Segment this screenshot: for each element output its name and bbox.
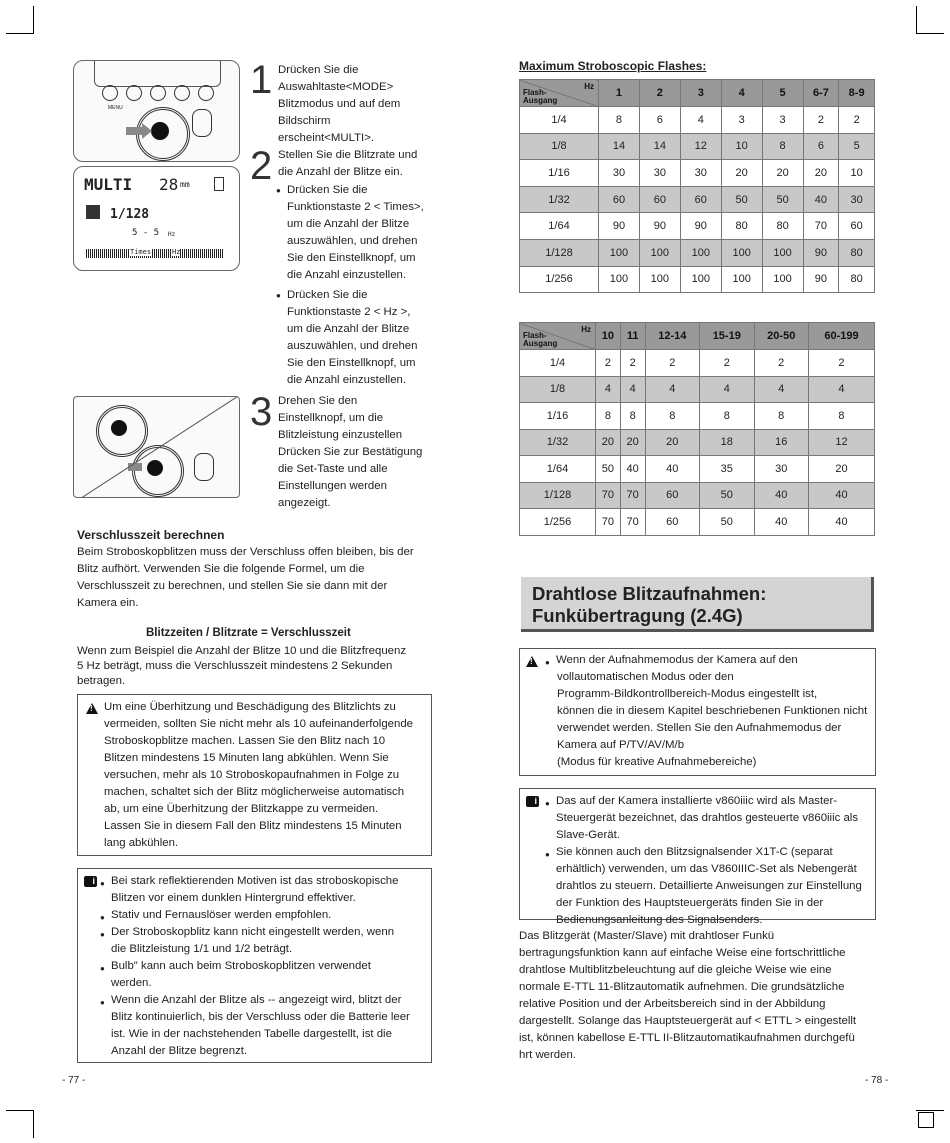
- battery-icon: [214, 177, 224, 191]
- table-cell: 2: [596, 350, 621, 377]
- table-row: [520, 509, 875, 536]
- lcd-softkey-bar: [86, 249, 224, 258]
- table-cell: 100: [639, 266, 680, 293]
- table-cell: 80: [762, 213, 803, 240]
- example-paragraph: Wenn zum Beispiel die Anzahl der Blitze 10 und die Blitzfrequenz 5 Hz beträgt, muss die Verschlusszeit mindestens 2 Sekunden betragen.: [77, 645, 407, 687]
- note-icon: [526, 796, 539, 807]
- table-cell: 60: [599, 186, 640, 213]
- row-label-cell: 1/4: [520, 350, 596, 377]
- table-cell: 40: [645, 456, 699, 483]
- table-cell: 10: [839, 160, 875, 187]
- table-cell: 70: [596, 482, 621, 509]
- note-list: ● Das auf der Kamera installierte v860iiic wird als Master- Steuergerät bezeichnet, das drahtlos gesteuerte v860iiic als Slave-Gerät. ● Sie können auch den Blitzsignalsender X1T-C (separat erhältlich) verwenden, um das V860IIIC-Set als Nebengerät drahtlos zu steuern. Detaillierte Anweisungen zur Einstellung der Funktion des Hauptsteuergeräts finden Sie in der Bedienungsanleitung des Signalsenders.: [556, 793, 874, 929]
- table-cell: 40: [754, 509, 808, 536]
- table-cell: 90: [803, 239, 839, 266]
- table-header-cell: 8-9: [839, 80, 875, 107]
- table-cell: 3: [721, 107, 762, 134]
- table-cell: 50: [700, 482, 754, 509]
- table-cell: 100: [680, 239, 721, 266]
- crop-mark: [6, 33, 34, 34]
- table-cell: 4: [700, 376, 754, 403]
- table-title: Maximum Stroboscopic Flashes:: [519, 59, 707, 73]
- table-cell: 100: [680, 266, 721, 293]
- table-cell: 2: [803, 107, 839, 134]
- lcd-softkey-hz: Hz: [172, 248, 181, 256]
- lcd-display: [73, 166, 240, 271]
- table-cell: 20: [645, 429, 699, 456]
- table-row: [520, 107, 875, 134]
- note-item: ● Wenn die Anzahl der Blitze als -- angezeigt wird, blitzt der: [111, 994, 401, 1006]
- section-title-line-1: Drahtlose Blitzaufnahmen:: [532, 583, 767, 604]
- table-cell: 40: [808, 482, 874, 509]
- table-corner-header: [520, 80, 599, 107]
- table-cell: 8: [596, 403, 621, 430]
- table-cell: 20: [808, 456, 874, 483]
- table-cell: 20: [721, 160, 762, 187]
- warning-text: Um eine Überhitzung und Beschädigung des Blitzlichts zu vermeiden, sollten Sie nicht mehr als 10 aufeinanderfolgende Stroboskopblitze machen. Lassen Sie den Blitz nach 10 Blitzen mindestens 15 Minuten lang abkühlen. Wenn Sie versuchen, mehr als 10 Stroboskopaufnahmen in Folge zu machen, schaltet sich der Blitz möglicherweise automatisch ab, um eine Überhitzung der Blitzkappe zu vermeiden. Lassen Sie in diesem Fall den Blitz mindestens 15 Minuten lang abkühlen.: [104, 701, 414, 849]
- table-corner-header: [520, 323, 596, 350]
- table-cell: 2: [645, 350, 699, 377]
- table-cell: 80: [839, 266, 875, 293]
- lock-switch-icon: [192, 109, 212, 137]
- dial-rotation-illustration: [73, 396, 240, 498]
- lcd-rate-unit: Hz: [168, 231, 176, 238]
- table-cell: 35: [700, 456, 754, 483]
- table-row: [520, 429, 875, 456]
- table-cell: 90: [639, 213, 680, 240]
- table-cell: 20: [762, 160, 803, 187]
- mode-button-icon: [151, 122, 169, 140]
- table-row: [520, 266, 875, 293]
- step-number: 1: [250, 58, 273, 102]
- row-label-cell: 1/64: [520, 213, 599, 240]
- table-cell: 60: [639, 186, 680, 213]
- mode-button-icon: [111, 420, 127, 436]
- page-number: - 77 -: [62, 1075, 86, 1086]
- row-label-cell: 1/32: [520, 429, 596, 456]
- table-cell: 40: [754, 482, 808, 509]
- table-cell: 8: [808, 403, 874, 430]
- lcd-zoom: 28: [159, 175, 179, 194]
- table-cell: 30: [754, 456, 808, 483]
- table-row: [520, 213, 875, 240]
- table-cell: 4: [596, 376, 621, 403]
- table-cell: 3: [762, 107, 803, 134]
- table-cell: 10: [721, 133, 762, 160]
- table-cell: 100: [762, 266, 803, 293]
- table-cell: 90: [599, 213, 640, 240]
- corner-flash-label: Flash- Ausgang: [523, 331, 558, 348]
- table-cell: 60: [839, 213, 875, 240]
- row-label-cell: 1/16: [520, 160, 599, 187]
- table-cell: 2: [754, 350, 808, 377]
- table-cell: 40: [620, 456, 645, 483]
- note-item: ● Stativ und Fernauslöser werden empfohlen.: [111, 909, 331, 921]
- lcd-rate: 5 - 5: [132, 228, 160, 238]
- section-title-box: [521, 577, 874, 632]
- table-cell: 50: [721, 186, 762, 213]
- row-label-cell: 1/4: [520, 107, 599, 134]
- row-label-cell: 1/64: [520, 456, 596, 483]
- section-heading: Verschlusszeit berechnen: [77, 528, 225, 542]
- note-item: ● Bei stark reflektierenden Motiven ist das stroboskopische: [111, 875, 398, 887]
- note-item: ● Bulb" kann auch beim Stroboskopblitzen verwendet: [111, 960, 371, 972]
- step-1-text: Drücken Sie die Auswahltaste<MODE> Blitzmodus und auf dem Bildschirm erscheint<MULTI>.: [278, 64, 401, 144]
- crop-mark: [33, 1110, 34, 1138]
- table-cell: 8: [700, 403, 754, 430]
- table-cell: 90: [680, 213, 721, 240]
- table-header-cell: 10: [596, 323, 621, 350]
- table-cell: 100: [599, 266, 640, 293]
- flash-back-illustration: [73, 60, 240, 162]
- crop-mark: [33, 6, 34, 34]
- table-cell: 6: [803, 133, 839, 160]
- table-header-cell: 15-19: [700, 323, 754, 350]
- table-header-cell: 2: [639, 80, 680, 107]
- step-3-text: Drehen Sie den Einstellknopf, um die Blitzleistung einzustellen Drücken Sie zur Bestätigung die Set-Taste und alle Einstellungen werden angezeigt.: [278, 395, 423, 509]
- table-cell: 30: [599, 160, 640, 187]
- table-cell: 12: [808, 429, 874, 456]
- table-cell: 70: [620, 482, 645, 509]
- table-cell: 50: [596, 456, 621, 483]
- table-header-cell: 6-7: [803, 80, 839, 107]
- row-label-cell: 1/128: [520, 482, 596, 509]
- table-row: [520, 403, 875, 430]
- table-cell: 8: [599, 107, 640, 134]
- table-header-cell: 12-14: [645, 323, 699, 350]
- note-item: ● Der Stroboskopblitz kann nicht eingestellt werden, wenn: [111, 926, 394, 938]
- page-number: - 78 -: [865, 1075, 889, 1086]
- row-label-cell: 1/8: [520, 376, 596, 403]
- row-label-cell: 1/16: [520, 403, 596, 430]
- step-number: 2: [250, 144, 273, 188]
- step-2-bullet: ● Drücken Sie die Funktionstaste 2 < Times>, um die Anzahl der Blitze auszuwählen, und drehen Sie den Einstellknopf, um die Anzahl einzustellen.: [287, 182, 447, 284]
- menu-label: MENU: [108, 105, 123, 111]
- crop-mark: [916, 33, 944, 34]
- lock-switch-icon: [194, 453, 214, 481]
- crop-mark: [916, 6, 917, 34]
- table-row: [520, 160, 875, 187]
- table-cell: 70: [620, 509, 645, 536]
- lcd-mode: MULTI: [84, 175, 133, 194]
- table-cell: 4: [620, 376, 645, 403]
- table-cell: 4: [808, 376, 874, 403]
- table-cell: 8: [762, 133, 803, 160]
- wireless-paragraph: Das Blitzgerät (Master/Slave) mit drahtloser Funkü bertragungsfunktion kann auf einfache Weise eine fortschrittliche drahtlose Multiblitzbeleuchtung auf die gleiche Weise wie eine normale E-TTL 11-Blitzautomatik aufnehmen. Die grundsätzliche relative Position und der Arbeitsbereich sind in der Abbildung dargestellt. Solange das Hauptsteuergerät auf < ETTL > eingestellt ist, können kabellose E-TTL II-Blitzautomatikaufnahmen durchgefü hrt werden.: [519, 930, 857, 1061]
- note-item: ● Sie können auch den Blitzsignalsender X1T-C (separat: [556, 846, 833, 858]
- note-list: ● Bei stark reflektierenden Motiven ist das stroboskopische Blitzen vor einem dunklen Hintergrund effektiver. ● Stativ und Fernauslöser werden empfohlen. ● Der Stroboskopblitz kann nicht eingestellt werden, wenn die Blitzleistung 1/1 und 1/2 beträgt. ● Bulb" kann auch beim Stroboskopblitzen verwendet werden. ● Wenn die Anzahl der Blitze als -- angezeigt wird, blitzt der Blitz kontinuierlich, bis der Verschluss oder die Batterie leer ist. Wie in der nachstehenden Tabelle dargestellt, ist die Anzahl der Blitze begrenzt.: [111, 873, 427, 1060]
- table-cell: 2: [839, 107, 875, 134]
- table-header-cell: 20-50: [754, 323, 808, 350]
- shutter-paragraph: Beim Stroboskopblitzen muss der Verschluss offen bleiben, bis der Blitz aufhört. Verwenden Sie die folgende Formel, um die Verschlusszeit zu berechnen, und stellen Sie sie dann mit der Kamera ein.: [77, 546, 414, 609]
- row-label-cell: 1/256: [520, 509, 596, 536]
- row-label-cell: 1/128: [520, 239, 599, 266]
- table-cell: 20: [596, 429, 621, 456]
- lcd-zoom-unit: mm: [180, 180, 190, 189]
- table-cell: 16: [754, 429, 808, 456]
- table-cell: 70: [596, 509, 621, 536]
- corner-hz-label: Hz: [584, 82, 594, 91]
- button-row: [102, 85, 222, 103]
- table-cell: 4: [680, 107, 721, 134]
- section-title-line-2: Funkübertragung (2.4G): [532, 605, 743, 626]
- crop-square: [918, 1112, 934, 1128]
- mode-button-icon: [147, 460, 163, 476]
- flash-screen-frame: [94, 60, 221, 87]
- table-cell: 50: [762, 186, 803, 213]
- table-cell: 5: [839, 133, 875, 160]
- warning-item: ● Wenn der Aufnahmemodus der Kamera auf den: [556, 654, 798, 666]
- lcd-power: 1/128: [110, 207, 150, 222]
- row-label-cell: 1/8: [520, 133, 599, 160]
- table-cell: 100: [762, 239, 803, 266]
- table-cell: 80: [839, 239, 875, 266]
- table-header-cell: 1: [599, 80, 640, 107]
- table-cell: 100: [721, 266, 762, 293]
- table-row: [520, 376, 875, 403]
- strobe-table-1: [519, 79, 875, 293]
- row-label-cell: 1/256: [520, 266, 599, 293]
- table-cell: 30: [680, 160, 721, 187]
- table-row: [520, 482, 875, 509]
- table-cell: 100: [599, 239, 640, 266]
- table-header-cell: 5: [762, 80, 803, 107]
- corner-hz-label: Hz: [581, 325, 591, 334]
- table-cell: 60: [645, 509, 699, 536]
- step-2-text: Stellen Sie die Blitzrate und die Anzahl der Blitze ein.: [278, 149, 418, 178]
- table-header-cell: 60-199: [808, 323, 874, 350]
- table-cell: 30: [839, 186, 875, 213]
- row-label-cell: 1/32: [520, 186, 599, 213]
- table-cell: 4: [754, 376, 808, 403]
- table-row: [520, 239, 875, 266]
- table-cell: 70: [803, 213, 839, 240]
- note-icon: [84, 876, 97, 887]
- corner-flash-label: Flash- Ausgang: [523, 88, 558, 105]
- warning-icon: [526, 656, 538, 667]
- table-cell: 40: [808, 509, 874, 536]
- table-cell: 90: [803, 266, 839, 293]
- table-cell: 100: [639, 239, 680, 266]
- table-cell: 2: [700, 350, 754, 377]
- table-row: [520, 186, 875, 213]
- step-2-bullet: ● Drücken Sie die Funktionstaste 2 < Hz >, um die Anzahl der Blitze auszuwählen, und drehen Sie den Einstellknopf, um die Anzahl einzustellen.: [287, 287, 447, 389]
- table-cell: 2: [620, 350, 645, 377]
- table-cell: 20: [803, 160, 839, 187]
- table-cell: 8: [645, 403, 699, 430]
- table-cell: 50: [700, 509, 754, 536]
- step-number: 3: [250, 390, 273, 434]
- table-cell: 12: [680, 133, 721, 160]
- table-row: [520, 350, 875, 377]
- crop-mark: [6, 1110, 34, 1111]
- crop-mark: [916, 1110, 944, 1111]
- arrow-head-icon: [142, 123, 152, 139]
- table-cell: 60: [645, 482, 699, 509]
- table-header-cell: 11: [620, 323, 645, 350]
- table-row: [520, 133, 875, 160]
- flash-head-icon: [86, 205, 100, 219]
- table-cell: 14: [639, 133, 680, 160]
- table-cell: 18: [700, 429, 754, 456]
- note-item: ● Das auf der Kamera installierte v860iiic wird als Master-: [556, 795, 837, 807]
- table-row: [520, 456, 875, 483]
- formula: Blitzzeiten / Blitzrate = Verschlusszeit: [146, 627, 351, 639]
- table-cell: 80: [721, 213, 762, 240]
- table-header-cell: 4: [721, 80, 762, 107]
- table-cell: 30: [639, 160, 680, 187]
- lcd-softkey-times: Times: [130, 248, 152, 256]
- strobe-table-2: [519, 322, 875, 536]
- warning-icon: [86, 703, 98, 714]
- warning-text: ● Wenn der Aufnahmemodus der Kamera auf den vollautomatischen Modus oder den Programm-Bildkontrollbereich-Modus eingestellt ist, können die in diesem Kapitel beschriebenen Funktionen nicht verwendet werden. Stellen Sie den Aufnahmemodus der Kamera auf P/TV/AV/M/b (Modus für kreative Aufnahmebereiche): [545, 652, 875, 771]
- table-cell: 8: [754, 403, 808, 430]
- table-header-cell: 3: [680, 80, 721, 107]
- table-cell: 8: [620, 403, 645, 430]
- table-cell: 2: [808, 350, 874, 377]
- table-cell: 40: [803, 186, 839, 213]
- table-cell: 60: [680, 186, 721, 213]
- table-cell: 100: [721, 239, 762, 266]
- table-cell: 6: [639, 107, 680, 134]
- table-cell: 14: [599, 133, 640, 160]
- table-cell: 4: [645, 376, 699, 403]
- table-cell: 20: [620, 429, 645, 456]
